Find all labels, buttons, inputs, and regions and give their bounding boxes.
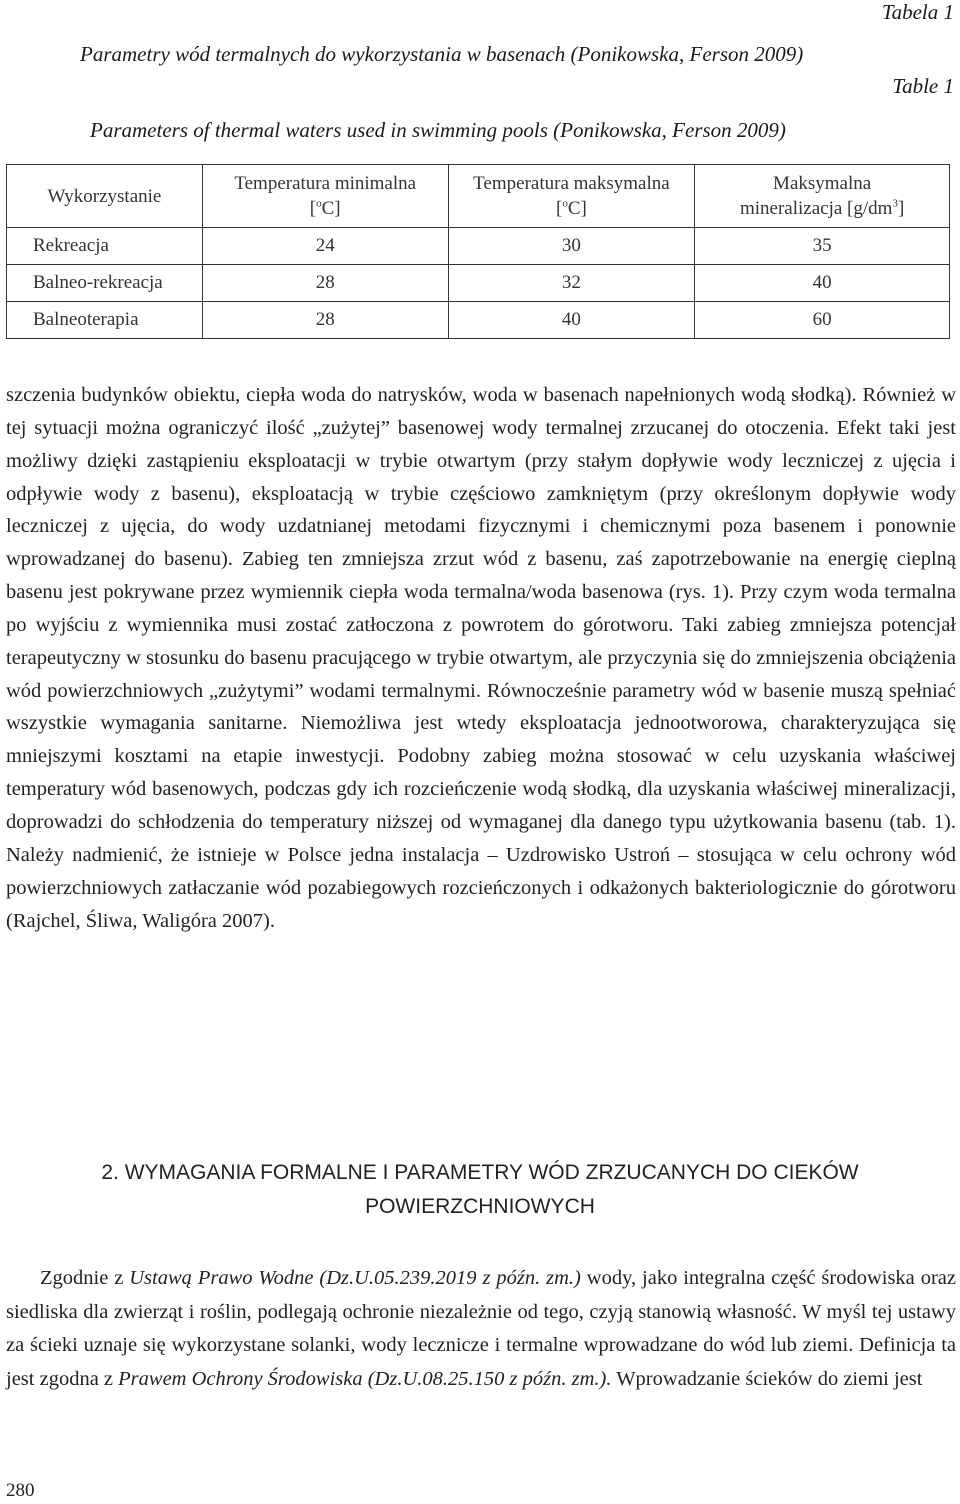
cell-min-temp: 28 xyxy=(202,302,448,339)
cell-usage: Balneo-rekreacja xyxy=(7,265,203,302)
cell-max-temp: 30 xyxy=(448,228,695,265)
table-row xyxy=(7,265,950,302)
cell-max-temp: 32 xyxy=(448,265,695,302)
table-row xyxy=(7,302,950,339)
cell-max-temp: 40 xyxy=(448,302,695,339)
header-usage: Wykorzystanie xyxy=(7,165,203,228)
body-paragraph xyxy=(6,379,956,937)
table-label-pl: Tabela 1 xyxy=(881,0,954,24)
table-label-en: Table 1 xyxy=(892,74,954,98)
header-min-temp: Temperatura minimalna [$^o$C] xyxy=(202,165,448,228)
cell-mineralization: 60 xyxy=(695,302,950,339)
cell-usage: Rekreacja xyxy=(7,228,203,265)
section-heading-line2: POWIERZCHNIOWYCH xyxy=(365,1195,595,1218)
header-max-mineralization: Maksymalna mineralizacja $[g/dm^3]$ xyxy=(695,165,950,228)
table-header-row xyxy=(7,165,950,228)
cell-usage: Balneoterapia xyxy=(7,302,203,339)
law-reference-1: Ustawą Prawo Wodne (Dz.U.05.239.2019 z późn. zm.) xyxy=(129,1267,581,1289)
section-heading-line1: 2. WYMAGANIA FORMALNE I PARAMETRY WÓD ZRZUCANYCH DO CIEKÓW xyxy=(101,1161,859,1184)
table-caption-pl: Parametry wód termalnych do wykorzystania w basenach (Ponikowska, Ferson 2009) xyxy=(80,42,804,66)
paragraph-text-2: Zgodnie z Ustawą Prawo Wodne (Dz.U.05.239.2019 z późn. zm.) wody, jako integralna część środowiska oraz siedliska dla zwierząt i roślin, podlegają ochronie niezależnie od tego, czyją stanowią własność. W myśl tej ustawy za ścieki uznaje się wykorzystane solanki, wody lecznicze i termalne wprowadzane do wód lub ziemi. Definicja ta jest zgodna z Prawem Ochrony Środowiska (Dz.U.08.25.150 z późn. zm.). Wprowadzanie ścieków do ziemi jest xyxy=(6,1267,956,1390)
table-row xyxy=(7,228,950,265)
cell-mineralization: 35 xyxy=(695,228,950,265)
header-max-temp: Temperatura maksymalna [$^o$C] xyxy=(448,165,695,228)
law-reference-2: Prawem Ochrony Środowiska (Dz.U.08.25.150 z późn. zm.). xyxy=(118,1367,612,1390)
body-paragraph-2 xyxy=(6,1262,956,1396)
cell-min-temp: 28 xyxy=(202,265,448,302)
table-caption-en: Parameters of thermal waters used in swimming pools (Ponikowska, Ferson 2009) xyxy=(90,118,786,142)
section-heading xyxy=(0,1156,960,1224)
cell-min-temp: 24 xyxy=(202,228,448,265)
page-number: 280 xyxy=(6,1480,35,1501)
cell-mineralization: 40 xyxy=(695,265,950,302)
paragraph-text: szczenia budynków obiektu, ciepła woda do natrysków, woda w basenach napełnionych wodą słodką). Również w tej sytuacji można ograniczyć ilość „zużytej” basenowej wody termalnej zrzucanej do otoczenia. Efekt taki jest możliwy dzięki zastąpieniu eksploatacji w trybie otwartym (przy stałym dopływie wody leczniczej z ujęcia i odpływie wody z basenu), eksploatacją w trybie częściowo zamkniętym (przy określonym dopływie wody leczniczej z ujęcia, do wody uzdatnianej metodami fizycznymi i chemicznymi poza basenem i ponownie wprowadzanej do basenu). Zabieg ten zmniejsza zrzut wód z basenu, zaś zapotrzebowanie na energię cieplną basenu jest pokrywane przez wymiennik ciepła woda termalna/woda basenowa (rys. 1). Przy czym woda termalna po wyjściu z wymiennika musi zostać zatłoczona z powrotem do górotworu. Taki zabieg zmniejsza potencjał terapeutyczny w stosunku do basenu pracującego w trybie otwartym, ale przyczynia się do zmniejszenia obciążenia wód powierzchniowych „zużytymi” wodami termalnymi. Równocześnie parametry wód w basenie muszą spełniać wszystkie wymagania sanitarne. Niemożliwa jest wtedy eksploatacja jednootworowa, charakteryzująca się mniejszymi kosztami na etapie inwestycji. Podobny zabieg można stosować w celu uzyskania właściwej temperatury wód basenowych, podczas gdy ich rozcieńczenie wodą słodką, dla uzyskania właściwej mineralizacji, doprowadzi do schłodzenia do temperatury niższej od wymaganej dla danego typu użytkowania basenu (tab. 1). Należy nadmienić, że istnieje w Polsce jedna instalacja – Uzdrowisko Ustroń – stosująca w celu ochrony wód powierzchniowych zatłaczanie wód pozabiegowych rozcieńczonych i odkażonych bakteriologicznie do górotworu (Rajchel, Śliwa, Waligóra 2007). xyxy=(6,384,956,932)
parameters-table xyxy=(6,164,950,339)
